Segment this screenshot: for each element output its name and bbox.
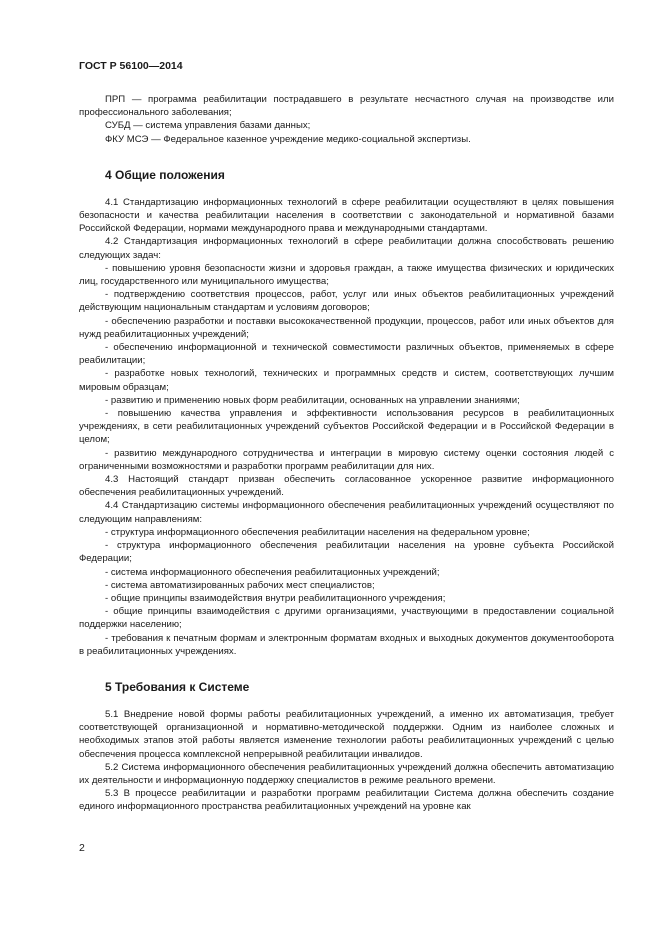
task-item: - развитию международного сотрудничества и интеграции в мировую систему оценки состояния людей с ограниченными возможностями и разработки программ реабилитации для них. — [79, 447, 614, 472]
paragraph-4-3: 4.3 Настоящий стандарт призван обеспечить согласованное ускоренное развитие информационного обеспечения реабилитационных учреждений. — [79, 474, 614, 499]
task-item: - обеспечению разработки и поставки высококачественной продукции, процессов, работ или иных объектов для нужд реабилитационных учреждений; — [79, 315, 614, 340]
paragraph-4-4: 4.4 Стандартизацию системы информационного обеспечения реабилитационных учреждений осуществляют по следующим направлениям: — [79, 500, 614, 525]
paragraph-5-3: 5.3 В процессе реабилитации и разработки программ реабилитации Система должна обеспечить создание единого информационного пространства реабилитационных учреждений на уровне как — [79, 788, 614, 813]
task-item: - обеспечению информационной и технической совместимости различных объектов, применяемых в сфере реабилитации; — [79, 342, 614, 367]
page-content — [79, 93, 614, 814]
task-item: - подтверждению соответствия процессов, работ, услуг или иных объектов реабилитационных учреждений действующим национальным стандартам и условиям договоров; — [79, 289, 614, 314]
direction-item: - требования к печатным формам и электронным форматам входных и выходных документов документооборота в реабилитационных учреждениях. — [79, 632, 614, 657]
task-item: - повышению уровня безопасности жизни и здоровья граждан, а также имущества физических и юридических лиц, государственного или муниципального имущества; — [79, 262, 614, 288]
task-item: - повышению качества управления и эффективности использования ресурсов в реабилитационных учреждениях, в сети реабилитационных учреждений субъектов Российской Федерации и в Российской Федерации в целом; — [79, 408, 614, 446]
direction-item: - система автоматизированных рабочих мест специалистов; — [105, 579, 375, 591]
direction-item: - общие принципы взаимодействия с другими организациями, участвующими в предоставлении социальной поддержки населению; — [79, 606, 614, 631]
direction-item: - структура информационного обеспечения реабилитации населения на уровне субъекта Российской Федерации; — [79, 540, 614, 565]
paragraph-4-1: 4.1 Стандартизацию информационных технологий в сфере реабилитации осуществляют в целях повышения безопасности и качества реабилитации населения в соответствии с законодательной и нормативной базами Российской Федерации, нормами международного права и международными стандартами. — [79, 196, 614, 235]
task-item: - разработке новых технологий, технических и программных средств и систем, соответствующих лучшим мировым образцам; — [79, 368, 614, 393]
paragraph-4-2: 4.2 Стандартизация информационных технологий в сфере реабилитации должна способствовать решению следующих задач: — [79, 236, 614, 261]
direction-item: - структура информационного обеспечения реабилитации населения на федеральном уровне; — [105, 526, 530, 538]
paragraph-5-2: 5.2 Система информационного обеспечения реабилитационных учреждений должна обеспечить автоматизацию их деятельности и информационную поддержку специалистов в режиме реального времени. — [79, 761, 614, 786]
abbreviation-subd: СУБД — система управления базами данных; — [105, 120, 311, 132]
task-item: - развитию и применению новых форм реабилитации, основанных на управлении знаниями; — [105, 394, 520, 406]
paragraph-5-1: 5.1 Внедрение новой формы работы реабилитационных учреждений, а именно их автоматизация, требует соответствующей организационной и нормативно-методической поддержки. Одним из наиболее сложных и необходимых этапов этой работы является изменение технологии работы реабилитационных учреждений с целью обеспечения процесса комплексной непрерывной реабилитации инвалидов. — [79, 708, 614, 760]
page-number: 2 — [79, 842, 85, 854]
direction-item: - общие принципы взаимодействия внутри реабилитационного учреждения; — [105, 592, 446, 604]
abbreviation-prp: ПРП — программа реабилитации пострадавшего в результате несчастного случая на производстве или профессионального заболевания; — [79, 94, 614, 119]
direction-item: - система информационного обеспечения реабилитационных учреждений; — [105, 566, 440, 578]
section-5-title: 5 Требования к Системе — [105, 679, 250, 694]
abbreviation-fku-mse: ФКУ МСЭ — Федеральное казенное учреждение медико-социальной экспертизы. — [105, 133, 471, 145]
section-4-title: 4 Общие положения — [105, 167, 225, 182]
document-header: ГОСТ Р 56100—2014 — [79, 60, 183, 72]
